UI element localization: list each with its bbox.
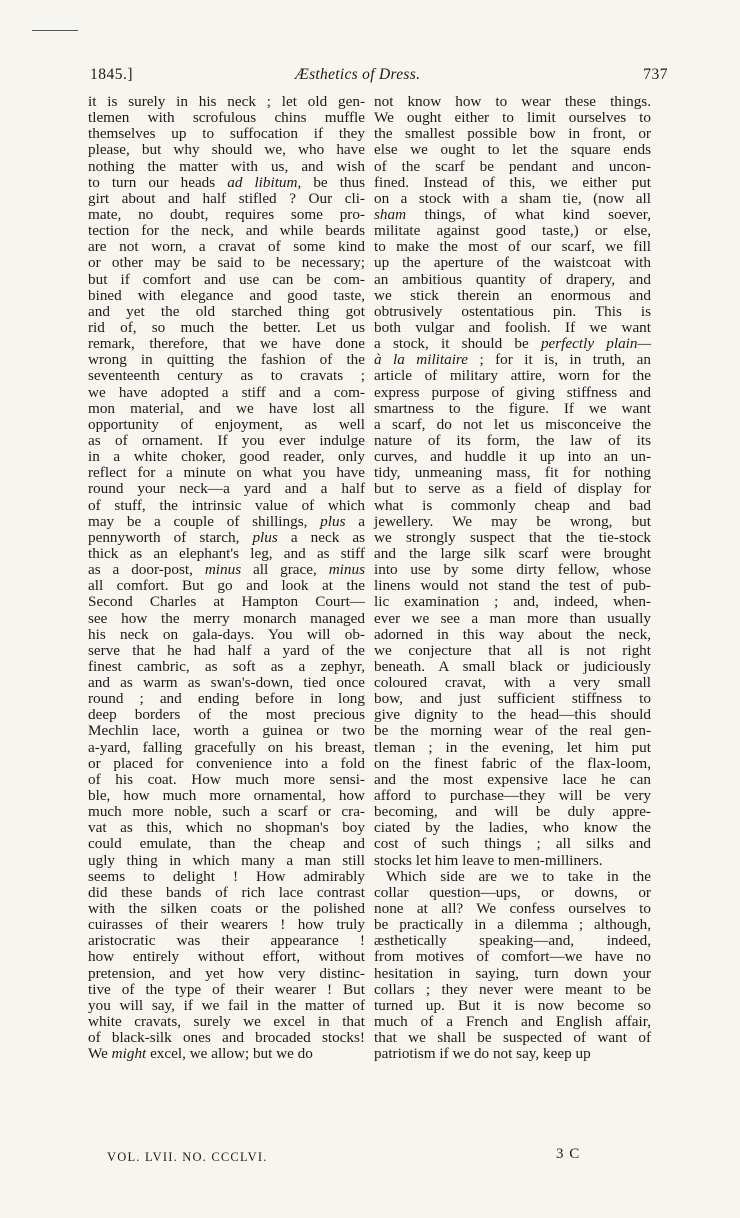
text-run: give dignity to the head—this should [374, 706, 651, 724]
italic-run: sham [374, 205, 407, 223]
text-line [374, 159, 651, 175]
text-line [88, 885, 365, 901]
text-line [88, 723, 365, 739]
text-run: themselves up to suffocation if they [88, 125, 365, 143]
text-line [374, 788, 651, 804]
text-run: lic examination ; and, indeed, when- [374, 593, 651, 611]
text-run: not know how to wear these things. [374, 93, 651, 110]
text-run: vat as this, which no shopman's boy [88, 819, 365, 837]
text-run: bined with elegance and good taste, [88, 286, 365, 304]
text-line [374, 772, 651, 788]
text-run: please, but why should we, who have [88, 141, 365, 159]
text-run: collar question—ups, or downs, or [374, 883, 651, 901]
text-run: in a white choker, good reader, only [88, 448, 365, 466]
text-run: hesitation in saying, turn down your [374, 964, 651, 982]
text-run: mate, no doubt, requires some pro- [88, 205, 365, 223]
text-line [88, 368, 365, 384]
text-run: bow, and just sufficient stiffness to [374, 690, 651, 708]
text-run: on a stock with a sham tie, (now all [374, 189, 651, 207]
text-run: and the most expensive lace he can [374, 770, 651, 788]
text-line [374, 207, 651, 223]
text-line [374, 465, 651, 481]
text-line [374, 949, 651, 965]
text-run: that we shall be suspected of want of [374, 1029, 651, 1047]
text-run: to make the most of our scarf, we fill [374, 238, 651, 256]
text-line [88, 336, 365, 352]
text-run: tidy, unmeaning mass, fit for nothing [374, 464, 651, 482]
text-line [88, 385, 365, 401]
text-line [374, 643, 651, 659]
text-run: with the silken coats or the polished [88, 900, 365, 918]
text-run: express purpose of giving stiffness and [374, 383, 651, 401]
text-run: as of ornament. If you ever indulge [88, 431, 365, 449]
text-run: and the large silk scarf were brought [374, 544, 651, 562]
text-line [374, 514, 651, 530]
text-run: both vulgar and foolish. If we want [374, 318, 651, 336]
text-run: tive of the type of their wearer ! But [88, 980, 365, 998]
text-run: it is surely in his neck ; let old gen- [88, 93, 365, 110]
text-line [374, 175, 651, 191]
text-line [88, 401, 365, 417]
text-run: but if comfort and use can be com- [88, 270, 365, 288]
text-line [374, 94, 651, 110]
text-run: wrong in quitting the fashion of the [88, 351, 365, 369]
text-run: a stock, it should be [374, 335, 541, 353]
text-run: a-yard, falling gracefully on his breast, [88, 738, 365, 756]
text-run: be practically in a dilemma ; although, [374, 916, 651, 934]
text-line [374, 433, 651, 449]
page-number: 737 [643, 66, 668, 83]
text-line [88, 159, 365, 175]
text-run: thick as an elephant's leg, and as stiff [88, 544, 365, 562]
text-line [374, 449, 651, 465]
text-line [88, 110, 365, 126]
text-line [88, 675, 365, 691]
text-line [374, 804, 651, 820]
text-line [88, 836, 365, 852]
text-run: you will say, if we fail in the matter of [88, 996, 365, 1014]
text-run: Mechlin lace, worth a guinea or two [88, 722, 365, 740]
text-run: round ; and ending before in long [88, 690, 365, 708]
text-line [88, 481, 365, 497]
text-run: a neck as [277, 528, 365, 546]
text-line [88, 530, 365, 546]
text-run: of stuff, the intrinsic value of which [88, 496, 365, 514]
text-line [88, 933, 365, 949]
text-run: nothing the matter with us, and wish [88, 157, 365, 175]
text-run: coloured cravat, with a very small [374, 674, 651, 692]
text-line [374, 966, 651, 982]
text-run: ble, how much more ornamental, how [88, 787, 365, 805]
text-line [374, 740, 651, 756]
signature-mark: 3 C [556, 1146, 581, 1162]
text-line [374, 901, 651, 917]
text-line [88, 578, 365, 594]
italic-run: plus [252, 528, 278, 546]
text-line [88, 611, 365, 627]
volume-footer: VOL. LVII. NO. CCCLVI. [107, 1150, 268, 1164]
text-run: a [345, 512, 365, 530]
text-line [88, 643, 365, 659]
text-line [88, 788, 365, 804]
text-line [88, 175, 365, 191]
text-run: be the morning wear of the real gen- [374, 722, 651, 740]
text-run: none at all? We confess ourselves to [374, 900, 651, 918]
text-line [374, 223, 651, 239]
text-run: aristocratic was their appearance ! [88, 932, 365, 950]
italic-run: ad libitum [227, 173, 298, 191]
text-line [374, 707, 651, 723]
text-line [88, 1030, 365, 1046]
running-header [90, 66, 670, 90]
text-run: afford to purchase—they will be very [374, 787, 651, 805]
text-line [374, 1014, 651, 1030]
text-run: see how the merry monarch managed [88, 609, 365, 627]
text-line [88, 223, 365, 239]
text-line [88, 772, 365, 788]
text-run: an ambitious quantity of drapery, and [374, 270, 651, 288]
text-line [374, 933, 651, 949]
text-line [374, 836, 651, 852]
text-run: ever we see a man more than usually [374, 609, 651, 627]
text-run: article of military attire, worn for the [374, 367, 651, 385]
text-line [88, 514, 365, 530]
text-run: ; for it is, in truth, an [468, 351, 651, 369]
text-line [88, 820, 365, 836]
text-run: æsthetically speaking—and, indeed, [374, 932, 651, 950]
text-line [374, 998, 651, 1014]
text-line [88, 756, 365, 772]
running-title: Æsthetics of Dress. [295, 66, 421, 83]
text-line [88, 917, 365, 933]
text-run: cost of such things ; all silks and [374, 835, 651, 853]
text-line [88, 740, 365, 756]
text-line [374, 110, 651, 126]
text-line [88, 272, 365, 288]
text-line [88, 433, 365, 449]
text-line [374, 368, 651, 384]
text-run: nature of its form, the law of its [374, 431, 651, 449]
text-run: We ought either to limit ourselves to [374, 109, 651, 127]
text-run: Which side are we to take in the [386, 867, 651, 885]
text-line [374, 239, 651, 255]
text-run: seventeenth century as to cravats ; [88, 367, 365, 385]
text-run: we conjecture that all is not right [374, 641, 651, 659]
text-run: adorned in this way about the neck, [374, 625, 651, 643]
text-run: linens would not stand the test of pub- [374, 577, 651, 595]
text-run: all grace, [241, 561, 329, 579]
text-line [88, 627, 365, 643]
text-line [88, 853, 365, 869]
italic-run: minus [328, 561, 365, 579]
text-run: else we ought to let the square ends [374, 141, 651, 159]
text-run: tection for the neck, and while beards [88, 222, 365, 240]
text-run: may be a couple of shillings, [88, 512, 321, 530]
text-line [374, 530, 651, 546]
text-run: and yet the old starched thing got [88, 302, 365, 320]
text-run: reflect for a minute on what you have [88, 464, 365, 482]
text-line [88, 546, 365, 562]
text-run: serve that he had half a yard of the [88, 641, 365, 659]
text-run: cuirasses of their wearers ! how truly [88, 916, 365, 934]
text-run: curves, and huddle it up into an un- [374, 448, 651, 466]
text-line [374, 917, 651, 933]
text-line [374, 498, 651, 514]
text-line [374, 594, 651, 610]
text-run: militate against good taste,) or else, [374, 222, 651, 240]
text-line [88, 869, 365, 885]
text-run: , be thus [297, 173, 366, 191]
text-run: all comfort. But go and look at the [88, 577, 365, 595]
text-run: of his coat. How much more sensi- [88, 770, 365, 788]
text-run: a scarf, do not let us misconceive the [374, 415, 651, 433]
text-run: much of a French and English affair, [374, 1013, 651, 1031]
text-line [88, 304, 365, 320]
text-line [88, 707, 365, 723]
text-line [374, 691, 651, 707]
text-run: the smallest possible bow in front, or [374, 125, 651, 143]
text-run: what is commonly cheap and bad [374, 496, 651, 514]
text-run: collars ; they never were meant to be [374, 980, 651, 998]
text-line [374, 481, 651, 497]
text-line [374, 820, 651, 836]
text-line [88, 594, 365, 610]
text-line [374, 562, 651, 578]
text-line [374, 1030, 651, 1046]
text-run: smartness to the figure. If we want [374, 399, 651, 417]
text-line [88, 901, 365, 917]
text-run: turned up. But it is now become so [374, 996, 651, 1014]
text-line [374, 723, 651, 739]
header-year: 1845.] [90, 66, 134, 83]
text-run: pretension, and yet how very distinc- [88, 964, 365, 982]
text-run: on the finest fabric of the flax-loom, [374, 754, 651, 772]
text-run: becoming, and will be duly appre- [374, 803, 651, 821]
text-run: opportunity of enjoyment, as well [88, 415, 365, 433]
text-run: girt about and half stifled ? Our cli- [88, 189, 365, 207]
text-run: We [88, 1045, 112, 1063]
text-line [374, 126, 651, 142]
text-run: rid of, so much the better. Let us [88, 318, 365, 336]
text-line [374, 320, 651, 336]
text-line [374, 675, 651, 691]
text-line [88, 1014, 365, 1030]
text-run: deep borders of the most precious [88, 706, 365, 724]
text-run: excel, we allow; but we do [146, 1045, 313, 1063]
text-line [374, 982, 651, 998]
italic-run: à la militaire [374, 351, 469, 369]
text-column-left [88, 94, 365, 1062]
text-run: round your neck—a yard and a half [88, 480, 365, 498]
italic-run: plus [320, 512, 346, 530]
text-line [88, 691, 365, 707]
text-line [88, 191, 365, 207]
text-line [88, 966, 365, 982]
text-line [88, 239, 365, 255]
text-line [374, 627, 651, 643]
text-line [88, 949, 365, 965]
text-run: Second Charles at Hampton Court— [88, 593, 365, 611]
text-line [374, 336, 651, 352]
text-run: we have adopted a stiff and a com- [88, 383, 365, 401]
text-line [374, 417, 651, 433]
text-line [88, 142, 365, 158]
text-run: finest cambric, as soft as a zephyr, [88, 657, 365, 675]
text-run: are not worn, a cravat of some kind [88, 238, 365, 256]
text-run: or placed for convenience into a fold [88, 754, 365, 772]
text-line [88, 352, 365, 368]
text-run: to turn our heads [88, 173, 228, 191]
text-line [374, 272, 651, 288]
text-line [374, 1046, 651, 1062]
text-line [88, 417, 365, 433]
text-run: mon material, and we have lost all [88, 399, 365, 417]
text-line [374, 611, 651, 627]
text-run: but to serve as a field of display for [374, 480, 651, 498]
text-run: jewellery. We may be wrong, but [374, 512, 651, 530]
text-line [88, 982, 365, 998]
text-run: stocks let him leave to men-milliners. [374, 851, 603, 869]
text-line [88, 288, 365, 304]
text-run: seems to delight ! How admirably [88, 867, 365, 885]
text-line [374, 869, 651, 885]
text-run: patriotism if we do not say, keep up [374, 1045, 591, 1063]
text-run: up the aperture of the waistcoat with [374, 254, 651, 272]
text-line [88, 94, 365, 110]
text-line [88, 449, 365, 465]
text-run: of the scarf be pendant and uncon- [374, 157, 651, 175]
text-run: beneath. A small black or judiciously [374, 657, 651, 675]
text-run: did these bands of rich lace contrast [88, 883, 365, 901]
text-line [88, 207, 365, 223]
text-line [374, 385, 651, 401]
text-line [88, 255, 365, 271]
text-line [88, 804, 365, 820]
text-line [88, 1046, 365, 1062]
text-run: or other may be said to be necessary; [88, 254, 365, 272]
text-line [374, 304, 651, 320]
text-line [88, 659, 365, 675]
italic-run: perfectly plain— [540, 335, 651, 353]
text-run: white cravats, surely we excel in that [88, 1013, 365, 1031]
text-run: could emulate, than the cheap and [88, 835, 365, 853]
text-run: how entirely without effort, without [88, 948, 365, 966]
text-run: tleman ; in the evening, let him put [374, 738, 651, 756]
text-line [88, 998, 365, 1014]
text-run: pennyworth of starch, [88, 528, 253, 546]
text-line [374, 853, 651, 869]
text-line [374, 578, 651, 594]
text-run: things, of what kind soever, [406, 205, 651, 223]
text-run: much more noble, such a scarf or cra- [88, 803, 365, 821]
text-run: tlemen with scrofulous chins muffle [88, 109, 365, 127]
text-line [374, 352, 651, 368]
text-line [374, 191, 651, 207]
text-line [88, 498, 365, 514]
text-line [88, 320, 365, 336]
text-line [374, 401, 651, 417]
text-run: as a door-post, [88, 561, 205, 579]
text-line [374, 885, 651, 901]
text-run: his neck on gala-days. You will ob- [88, 625, 365, 643]
text-line [88, 465, 365, 481]
top-rule-mark [32, 30, 78, 31]
text-run: remark, therefore, that we have done [88, 335, 365, 353]
text-line [88, 562, 365, 578]
italic-run: might [111, 1045, 147, 1063]
text-run: and as warm as swan's-down, tied once [88, 674, 365, 692]
text-line [374, 288, 651, 304]
text-run: we strongly suspect that the tie-stock [374, 528, 651, 546]
text-run: ugly thing in which many a man still [88, 851, 365, 869]
text-run: from motives of comfort—we have no [374, 948, 651, 966]
text-line [374, 546, 651, 562]
text-run: fined. Instead of this, we either put [374, 173, 651, 191]
text-line [88, 126, 365, 142]
italic-run: minus [204, 561, 242, 579]
text-run: ciated by the ladies, who know the [374, 819, 651, 837]
text-run: into use by some dirty fellow, whose [374, 561, 651, 579]
text-run: of black-silk ones and brocaded stocks! [88, 1029, 365, 1047]
text-run: obtrusively ostentatious pin. This is [374, 302, 651, 320]
text-line [374, 142, 651, 158]
text-line [374, 659, 651, 675]
text-column-right [374, 94, 651, 1062]
text-line [374, 255, 651, 271]
text-line [374, 756, 651, 772]
text-run: we stick therein an enormous and [374, 286, 651, 304]
